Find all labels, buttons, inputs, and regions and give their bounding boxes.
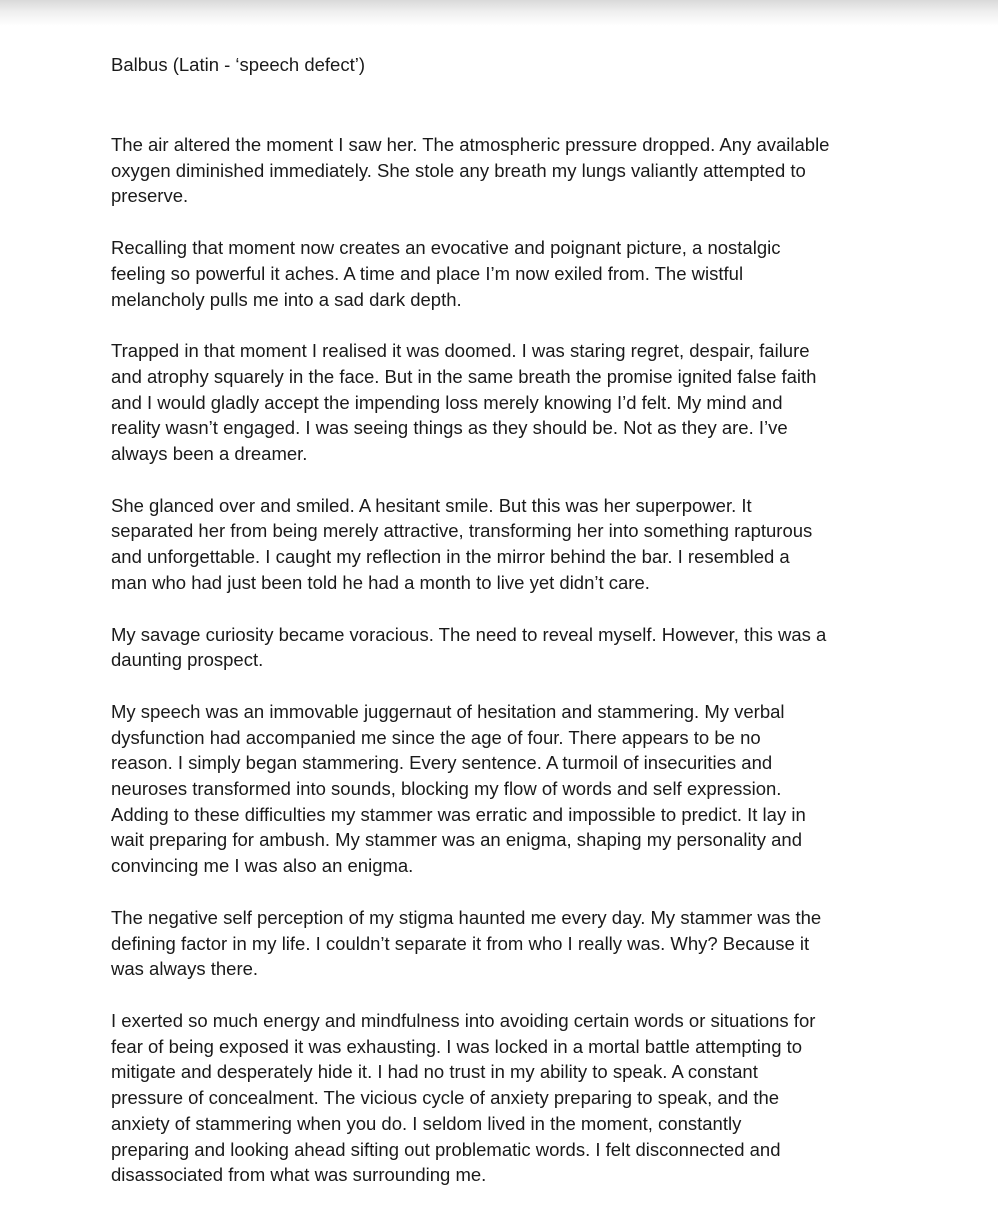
text-line: My speech was an immovable juggernaut of hesitation and stammering. My verbal — [111, 700, 785, 722]
text-line: dysfunction had accompanied me since the age of four. There appears to be no — [111, 726, 761, 748]
text-line: Recalling that moment now creates an evocative and poignant picture, a nostalgic — [111, 237, 781, 259]
text-line: The negative self perception of my stigma haunted me every day. My stammer was the — [111, 906, 822, 928]
document-page — [111, 52, 901, 1214]
document-title: Balbus (Latin - ‘speech defect’) — [111, 54, 365, 75]
text-line: preserve. — [111, 185, 189, 207]
text-line: reality wasn’t engaged. I was seeing things as they should be. Not as they are. I’ve — [111, 417, 788, 439]
text-line: was always there. — [111, 958, 259, 980]
text-line: The air altered the moment I saw her. The atmospheric pressure dropped. Any available — [111, 134, 830, 155]
text-line: Adding to these difficulties my stammer was erratic and impossible to predict. It lay in — [111, 803, 806, 825]
paragraph — [111, 132, 901, 209]
text-line: reason. I simply began stammering. Every sentence. A turmoil of insecurities and — [111, 752, 773, 774]
text-line: mitigate and desperately hide it. I had no trust in my ability to speak. A constant — [111, 1061, 758, 1083]
text-line: neuroses transformed into sounds, blocking my flow of words and self expression. — [111, 778, 782, 800]
page-top-shadow — [0, 0, 998, 26]
text-line: and unforgettable. I caught my reflection in the mirror behind the bar. I resembled a — [111, 546, 790, 568]
paragraph — [111, 622, 901, 673]
paragraph — [111, 493, 901, 596]
text-line: melancholy pulls me into a sad dark depth. — [111, 288, 462, 310]
text-line: convincing me I was also an enigma. — [111, 855, 414, 877]
text-line: My savage curiosity became voracious. The need to reveal myself. However, this was a — [111, 623, 827, 645]
text-line: anxiety of stammering when you do. I seldom lived in the moment, constantly — [111, 1112, 742, 1134]
paragraph — [111, 699, 901, 879]
text-line: disassociated from what was surrounding me. — [111, 1164, 487, 1186]
text-line: feeling so powerful it aches. A time and place I’m now exiled from. The wistful — [111, 262, 744, 284]
text-line: preparing and looking ahead sifting out problematic words. I felt disconnected and — [111, 1138, 781, 1160]
text-line: fear of being exposed it was exhausting. I was locked in a mortal battle attempting to — [111, 1035, 803, 1057]
text-line: and atrophy squarely in the face. But in the same breath the promise ignited false faith — [111, 365, 817, 387]
text-line: oxygen diminished immediately. She stole any breath my lungs valiantly attempted to — [111, 159, 806, 181]
text-line: defining factor in my life. I couldn’t separate it from who I really was. Why? Because it — [111, 932, 810, 954]
document-body — [111, 132, 901, 1188]
text-line: always been a dreamer. — [111, 443, 308, 465]
paragraph — [111, 905, 901, 982]
paragraph — [111, 1008, 901, 1188]
text-line: Trapped in that moment I realised it was doomed. I was staring regret, despair, failure — [111, 340, 810, 362]
text-line: wait preparing for ambush. My stammer was an enigma, shaping my personality and — [111, 829, 802, 851]
paragraph — [111, 235, 901, 312]
text-line: She glanced over and smiled. A hesitant smile. But this was her superpower. It — [111, 494, 752, 516]
text-line: separated her from being merely attractive, transforming her into something rapturous — [111, 520, 813, 542]
paragraph — [111, 338, 901, 467]
text-line: pressure of concealment. The vicious cycle of anxiety preparing to speak, and the — [111, 1087, 780, 1109]
text-line: and I would gladly accept the impending loss merely knowing I’d felt. My mind and — [111, 391, 783, 413]
text-line: man who had just been told he had a month to live yet didn’t care. — [111, 571, 650, 593]
text-line: I exerted so much energy and mindfulness into avoiding certain words or situations for — [111, 1009, 816, 1031]
text-line: daunting prospect. — [111, 649, 264, 671]
